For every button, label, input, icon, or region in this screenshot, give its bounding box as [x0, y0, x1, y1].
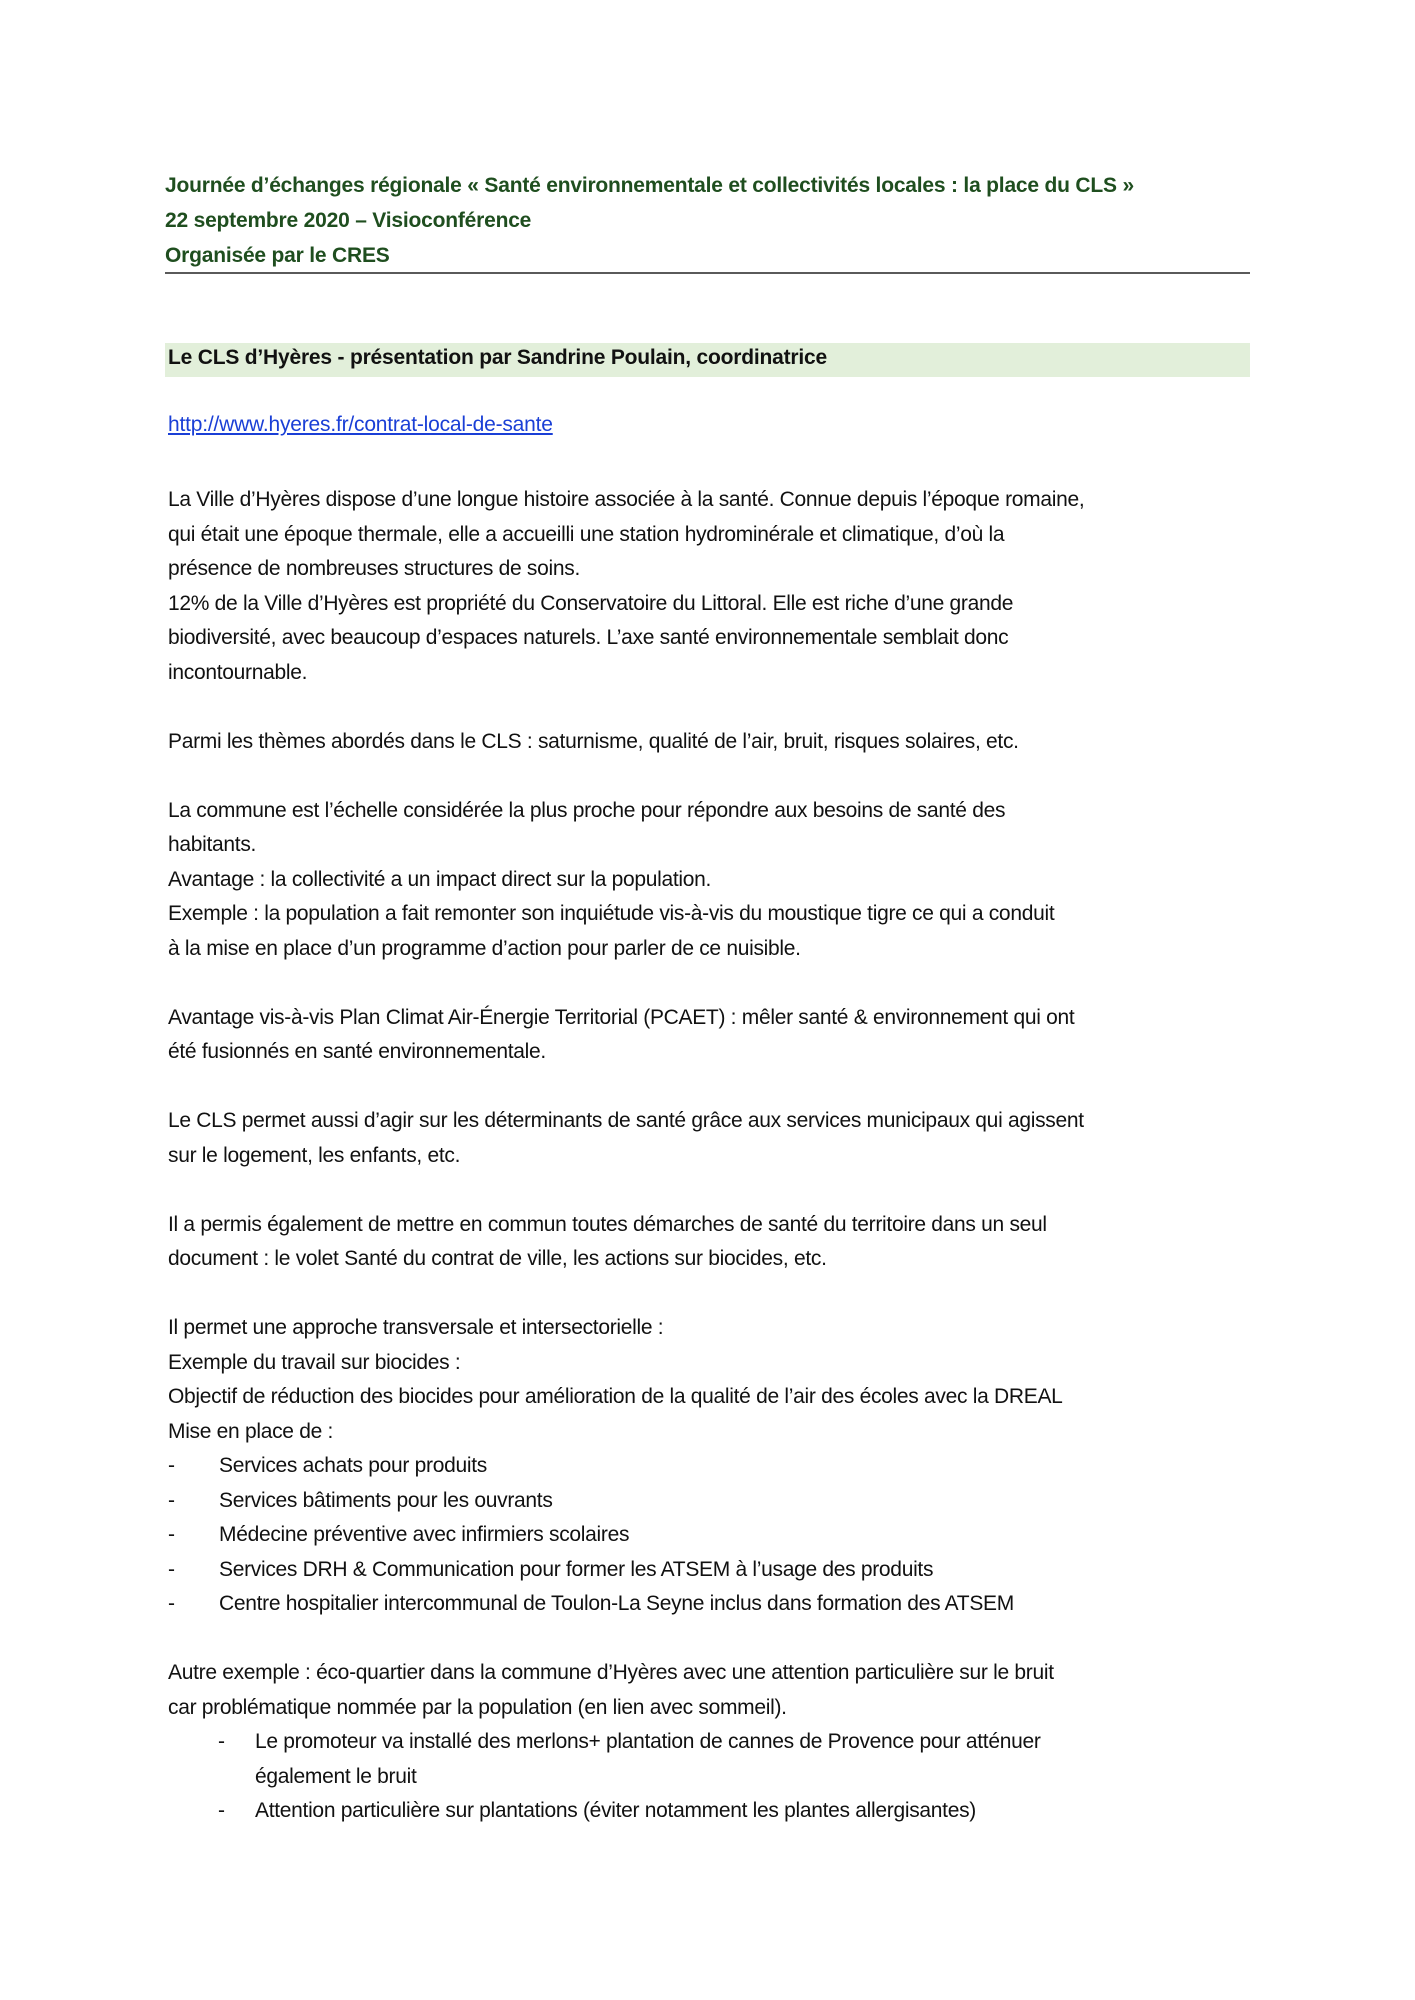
list-item: - Centre hospitalier intercommunal de Toulon-La Seyne inclus dans formation des ATSEM [168, 1587, 1253, 1622]
text-line: qui était une époque thermale, elle a accueilli une station hydrominérale et climatique, d’où la [168, 522, 1005, 546]
paragraph-pcaet [168, 1001, 1253, 1070]
event-title: Journée d’échanges régionale « Santé environnementale et collectivités locales : la place du CLS » [165, 174, 1134, 197]
text-line: Avantage vis-à-vis Plan Climat Air-Énergie Territorial (PCAET) : mêler santé & environnement qui ont [168, 1005, 1075, 1029]
text-line: été fusionnés en santé environnementale. [168, 1040, 546, 1063]
text-line: La commune est l’échelle considérée la plus proche pour répondre aux besoins de santé des [168, 798, 1006, 822]
section-title-band [165, 343, 1250, 377]
bullet-dash: - [168, 1557, 175, 1581]
text-line: Mise en place de : [168, 1419, 334, 1443]
text-line: 12% de la Ville d’Hyères est propriété du Conservatoire du Littoral. Elle est riche d’une grande [168, 591, 1014, 615]
text-line: Objectif de réduction des biocides pour amélioration de la qualité de l’air des écoles avec la DREAL [168, 1385, 1063, 1408]
event-date: 22 septembre 2020 – Visioconférence [165, 209, 532, 232]
document-body [168, 483, 1253, 1863]
list-item: - Services achats pour produits [168, 1449, 1253, 1484]
list-item: - Le promoteur va installé des merlons+ plantation de cannes de Provence pour atténuer également le bruit [168, 1725, 1253, 1794]
paragraph-commune [168, 794, 1253, 967]
cls-website-link[interactable]: http://www.hyeres.fr/contrat-local-de-sante [168, 413, 553, 436]
paragraph-biocides [168, 1311, 1253, 1622]
paragraph-themes [168, 725, 1253, 760]
bullet-dash: - [168, 1523, 175, 1546]
section-title: Le CLS d’Hyères - présentation par Sandrine Poulain, coordinatrice [168, 346, 827, 369]
bullet-dash: - [168, 1488, 175, 1512]
text-line: présence de nombreuses structures de soins. [168, 557, 580, 580]
text-line: Il a permis également de mettre en commun toutes démarches de santé du territoire dans un seul [168, 1212, 1047, 1236]
text-line: à la mise en place d’un programme d’action pour parler de ce nuisible. [168, 936, 801, 960]
text-line: Exemple du travail sur biocides : [168, 1350, 461, 1374]
text-line: Autre exemple : éco-quartier dans la commune d’Hyères avec une attention particulière sur le bruit [168, 1661, 1054, 1684]
text-line: document : le volet Santé du contrat de ville, les actions sur biocides, etc. [168, 1247, 827, 1270]
text-line: sur le logement, les enfants, etc. [168, 1143, 461, 1167]
list-item: - Médecine préventive avec infirmiers scolaires [168, 1518, 1253, 1553]
list-item: - Services bâtiments pour les ouvrants [168, 1484, 1253, 1519]
text-line: Avantage : la collectivité a un impact direct sur la population. [168, 867, 712, 891]
event-header [165, 168, 1250, 273]
bullet-dash: - [168, 1592, 175, 1615]
bullet-dash: - [168, 1454, 175, 1477]
header-divider [165, 272, 1250, 274]
list-item: - Attention particulière sur plantations (éviter notamment les plantes allergisantes) [168, 1794, 1253, 1829]
paragraph-determinants [168, 1104, 1253, 1173]
paragraph-eco-quartier [168, 1656, 1253, 1829]
list-item: - Services DRH & Communication pour former les ATSEM à l’usage des produits [168, 1553, 1253, 1588]
bullet-dash: - [218, 1799, 225, 1822]
text-line: Exemple : la population a fait remonter son inquiétude vis-à-vis du moustique tigre ce qui a conduit [168, 902, 1055, 925]
paragraph-common-approach [168, 1208, 1253, 1277]
text-line: car problématique nommée par la population (en lien avec sommeil). [168, 1695, 787, 1719]
text-line: habitants. [168, 833, 257, 856]
text-line: Parmi les thèmes abordés dans le CLS : saturnisme, qualité de l’air, bruit, risques solaires, etc. [168, 729, 1019, 753]
text-line: incontournable. [168, 660, 308, 684]
text-line: Le CLS permet aussi d’agir sur les déterminants de santé grâce aux services municipaux qui agissent [168, 1109, 1084, 1132]
text-line: La Ville d’Hyères dispose d’une longue histoire associée à la santé. Connue depuis l’époque romaine, [168, 488, 1085, 511]
event-organizer: Organisée par le CRES [165, 244, 390, 267]
text-line: Il permet une approche transversale et intersectorielle : [168, 1316, 664, 1339]
paragraph-history [168, 483, 1253, 690]
text-line: biodiversité, avec beaucoup d’espaces naturels. L’axe santé environnementale semblait donc [168, 626, 1009, 649]
bullet-dash: - [218, 1730, 225, 1753]
